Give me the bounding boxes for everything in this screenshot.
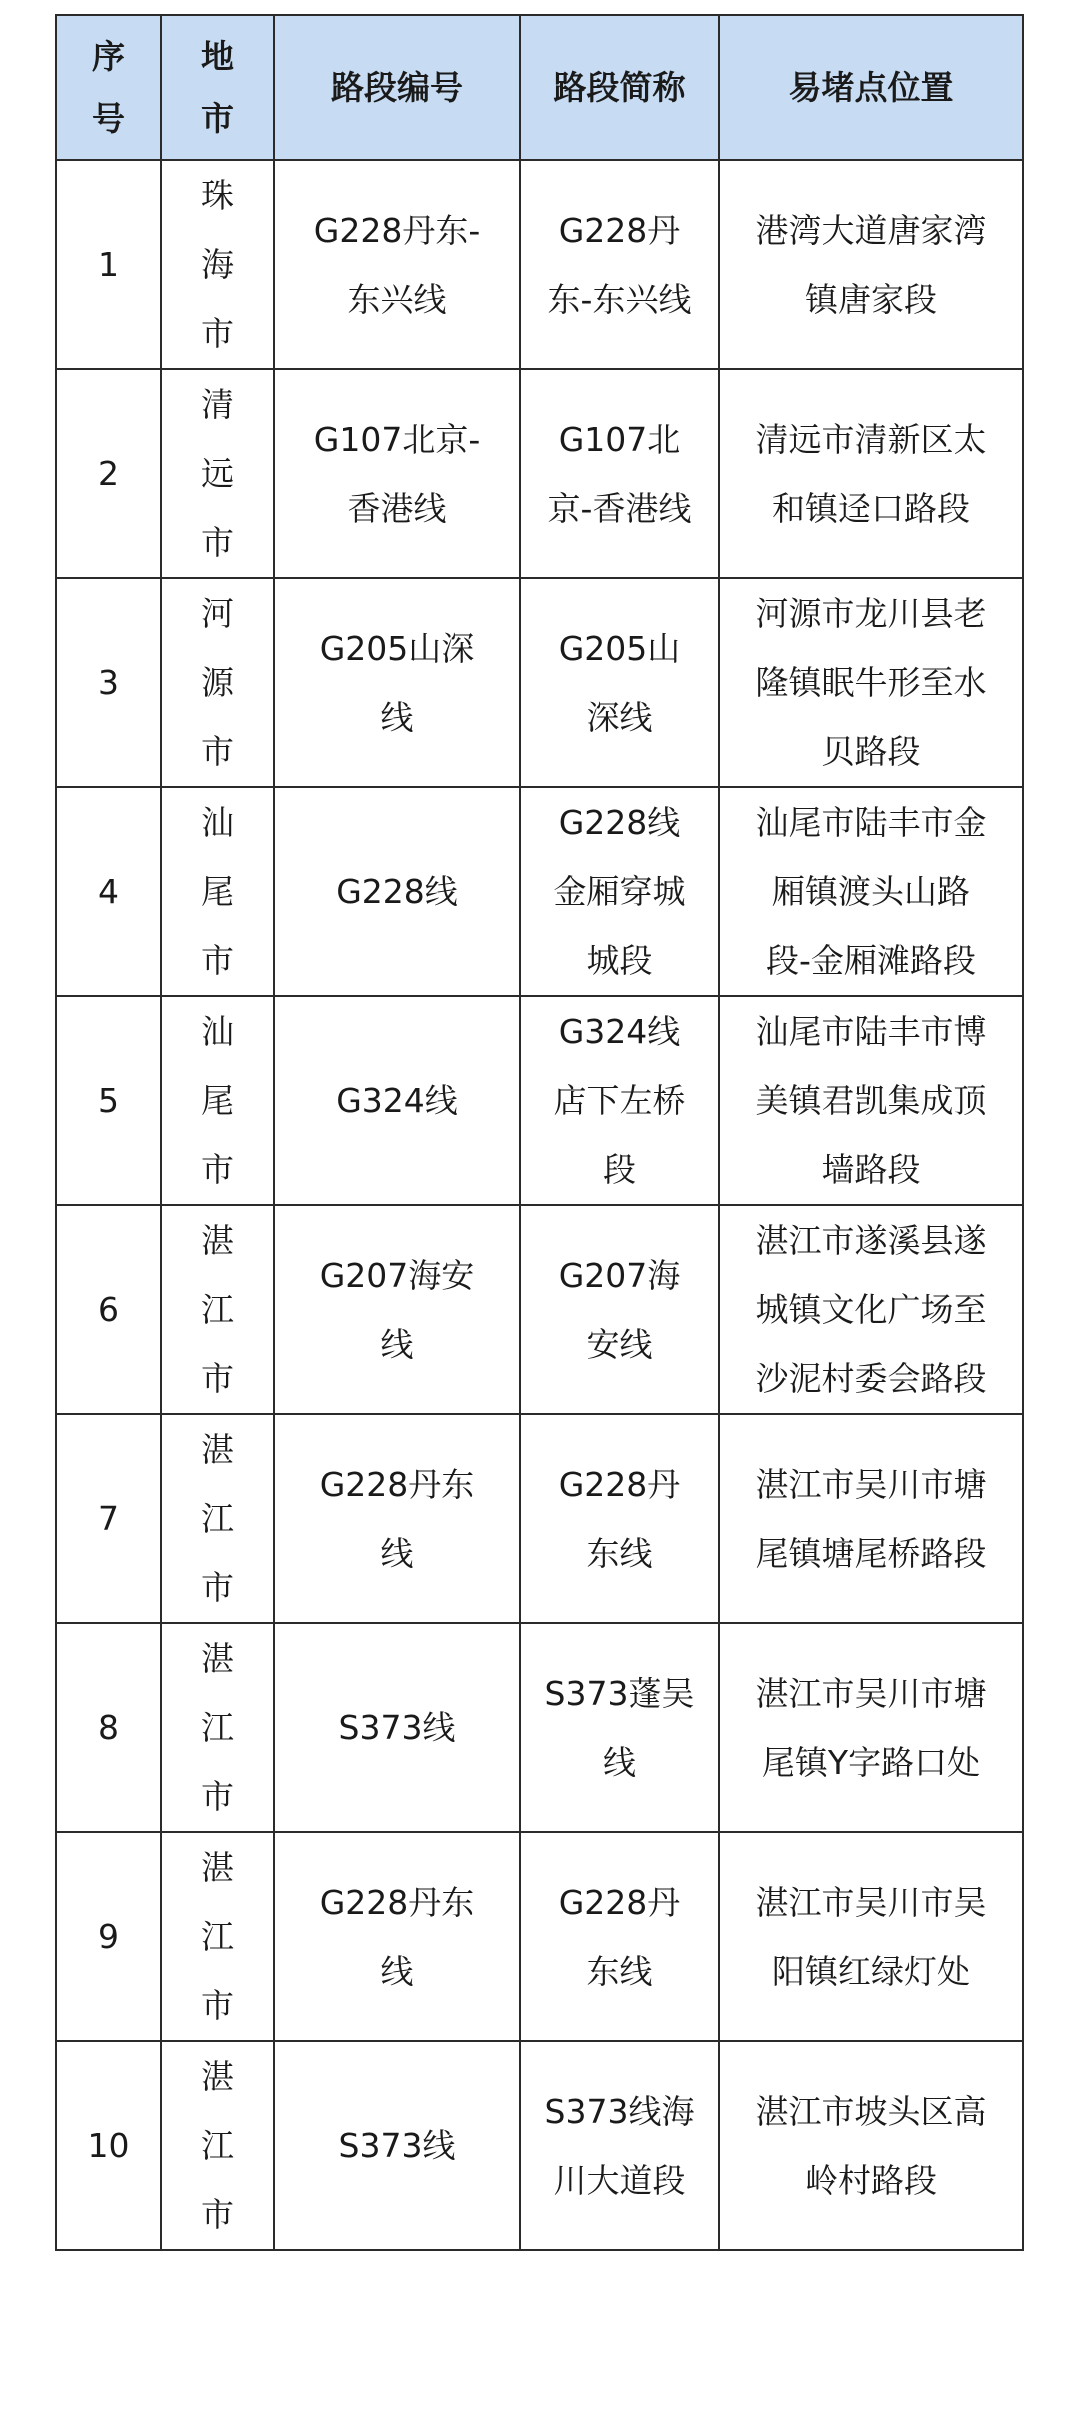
cell-road-short-name: G228线金厢穿城城段	[520, 787, 719, 996]
cell-road-short-name: S373蓬吴线	[520, 1623, 719, 1832]
cell-road-short-name: S373线海川大道段	[520, 2041, 719, 2250]
header-road-short-name: 路段简称	[520, 15, 719, 160]
cell-no: 1	[56, 160, 161, 369]
cell-city: 湛江市	[161, 1205, 274, 1414]
table-body	[56, 160, 1023, 2250]
cell-congestion-location: 湛江市坡头区高岭村路段	[719, 2041, 1023, 2250]
cell-congestion-location: 清远市清新区太和镇迳口路段	[719, 369, 1023, 578]
cell-congestion-location: 湛江市吴川市吴阳镇红绿灯处	[719, 1832, 1023, 2041]
table-header	[56, 15, 1023, 160]
cell-no: 5	[56, 996, 161, 1205]
cell-road-code: G207海安线	[274, 1205, 520, 1414]
cell-city: 汕尾市	[161, 996, 274, 1205]
cell-city: 湛江市	[161, 1414, 274, 1623]
cell-road-code: G324线	[274, 996, 520, 1205]
header-road-code: 路段编号	[274, 15, 520, 160]
table-row	[56, 1623, 1023, 1832]
cell-road-code: G107北京-香港线	[274, 369, 520, 578]
cell-city: 河源市	[161, 578, 274, 787]
header-congestion-location: 易堵点位置	[719, 15, 1023, 160]
cell-no: 9	[56, 1832, 161, 2041]
cell-road-short-name: G324线店下左桥段	[520, 996, 719, 1205]
cell-road-code: S373线	[274, 1623, 520, 1832]
cell-road-code: S373线	[274, 2041, 520, 2250]
cell-road-short-name: G207海安线	[520, 1205, 719, 1414]
table-row	[56, 578, 1023, 787]
cell-no: 10	[56, 2041, 161, 2250]
cell-congestion-location: 港湾大道唐家湾镇唐家段	[719, 160, 1023, 369]
cell-congestion-location: 湛江市吴川市塘尾镇塘尾桥路段	[719, 1414, 1023, 1623]
cell-road-code: G228线	[274, 787, 520, 996]
cell-road-code: G228丹东-东兴线	[274, 160, 520, 369]
cell-road-code: G228丹东线	[274, 1414, 520, 1623]
cell-congestion-location: 湛江市吴川市塘尾镇Y字路口处	[719, 1623, 1023, 1832]
cell-road-short-name: G205山深线	[520, 578, 719, 787]
cell-city: 湛江市	[161, 2041, 274, 2250]
table-row	[56, 787, 1023, 996]
cell-city: 湛江市	[161, 1832, 274, 2041]
cell-road-short-name: G228丹东线	[520, 1414, 719, 1623]
table-row	[56, 1832, 1023, 2041]
table-row	[56, 996, 1023, 1205]
cell-city: 湛江市	[161, 1623, 274, 1832]
cell-no: 8	[56, 1623, 161, 1832]
table-row	[56, 160, 1023, 369]
header-no: 序号	[56, 15, 161, 160]
cell-city: 珠海市	[161, 160, 274, 369]
cell-no: 6	[56, 1205, 161, 1414]
cell-congestion-location: 湛江市遂溪县遂城镇文化广场至沙泥村委会路段	[719, 1205, 1023, 1414]
cell-road-short-name: G107北京-香港线	[520, 369, 719, 578]
cell-city: 清远市	[161, 369, 274, 578]
header-city: 地市	[161, 15, 274, 160]
cell-congestion-location: 汕尾市陆丰市金厢镇渡头山路段-金厢滩路段	[719, 787, 1023, 996]
cell-road-code: G228丹东线	[274, 1832, 520, 2041]
cell-road-short-name: G228丹东线	[520, 1832, 719, 2041]
cell-road-short-name: G228丹东-东兴线	[520, 160, 719, 369]
table-row	[56, 1205, 1023, 1414]
table-row	[56, 2041, 1023, 2250]
cell-congestion-location: 汕尾市陆丰市博美镇君凯集成顶墙路段	[719, 996, 1023, 1205]
table-row	[56, 1414, 1023, 1623]
congestion-points-table	[55, 14, 1024, 2251]
table-row	[56, 369, 1023, 578]
cell-no: 4	[56, 787, 161, 996]
header-row	[56, 15, 1023, 160]
cell-congestion-location: 河源市龙川县老隆镇眠牛形至水贝路段	[719, 578, 1023, 787]
cell-no: 7	[56, 1414, 161, 1623]
cell-road-code: G205山深线	[274, 578, 520, 787]
congestion-points-table-container	[55, 14, 1022, 2251]
cell-city: 汕尾市	[161, 787, 274, 996]
cell-no: 2	[56, 369, 161, 578]
cell-no: 3	[56, 578, 161, 787]
